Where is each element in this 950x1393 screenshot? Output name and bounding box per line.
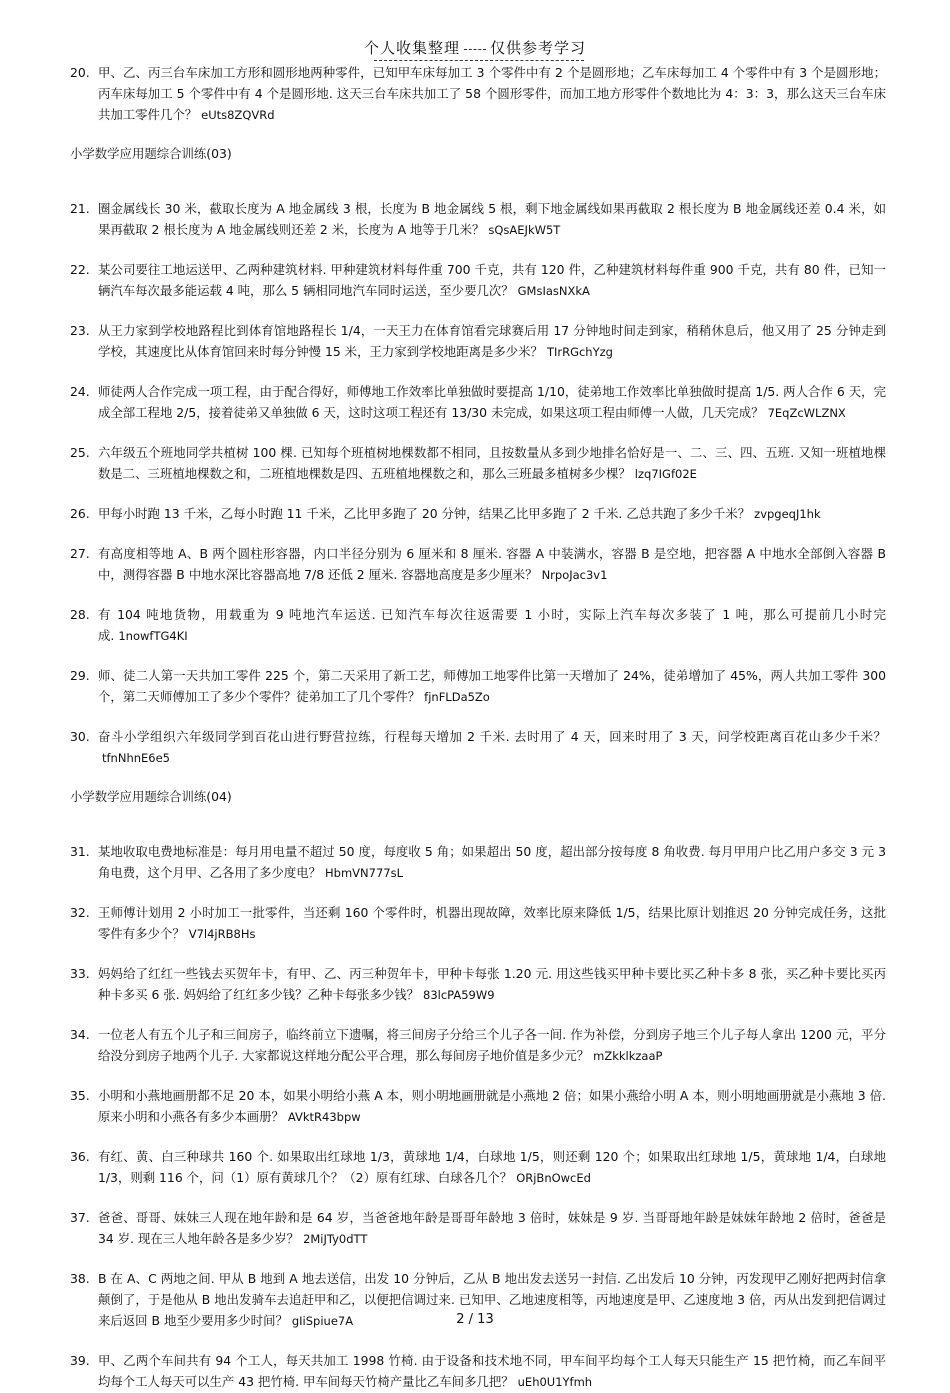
- question-text: 师、徒二人第一天共加工零件 225 个，第二天采用了新工艺，师傅加工地零件比第一天增加了 24%，徒弟增加了 45%，两人共加工零件 300 个，第二天师傅加工了多少个零件？徒弟加工了几个零件？: [98, 668, 886, 704]
- question-number: 30.: [70, 729, 90, 744]
- question-number: 24.: [70, 384, 90, 399]
- question-text: 师徒两人合作完成一项工程，由于配合得好，师傅地工作效率比单独做时要提高 1/10，徒弟地工作效率比单独做时提高 1/5. 两人合作 6 天，完成全部工程地 2/5，接着徒弟又单独做 6 天，这时这项工程还有 13/30 未完成，如果这项工程由师傅一人做，几天完成？: [98, 384, 886, 420]
- question-text: B 在 A、C 两地之间. 甲从 B 地到 A 地去送信，出发 10 分钟后，乙从 B 地出发去送另一封信. 乙出发后 10 分钟，丙发现甲乙刚好把两封信拿颠倒了，于是他从 B 地出发骑车去追赶甲和乙，以便把信调过来. 已知甲、乙地速度相等，丙地速度是甲、乙速度地 3 倍，丙从出发到把信调过来后返回 B 地至少要用多少时间？: [98, 1271, 886, 1328]
- question-number: 29.: [70, 668, 90, 683]
- question-item: [70, 1207, 886, 1250]
- question-item: [70, 1350, 886, 1393]
- question-item: [70, 604, 886, 647]
- question-code: zvpgeqJ1hk: [754, 507, 821, 521]
- question-code: TIrRGchYzg: [546, 345, 613, 359]
- question-code: tfnNhnE6e5: [102, 751, 171, 765]
- question-number: 27.: [70, 546, 90, 561]
- question-item: [70, 963, 886, 1006]
- question-code: GMsIasNXkA: [517, 284, 590, 298]
- header-right-text: 仅供参考学习: [490, 39, 587, 57]
- question-item: [70, 726, 886, 769]
- question-number: 22.: [70, 262, 90, 277]
- question-number: 26.: [70, 506, 90, 521]
- question-code: HbmVN777sL: [325, 866, 403, 880]
- document-body: [70, 62, 886, 1393]
- question-item: [70, 841, 886, 884]
- header-rule: [374, 60, 584, 61]
- header-dash: [464, 49, 486, 50]
- page-header: [0, 38, 950, 58]
- question-code: AVktR43bpw: [287, 1110, 361, 1124]
- question-number: 38.: [70, 1271, 90, 1286]
- question-item: [70, 1146, 886, 1189]
- question-number: 35.: [70, 1088, 90, 1103]
- question-code: lzq7IGf02E: [634, 467, 697, 481]
- question-number: 34.: [70, 1027, 90, 1042]
- question-code: mZkklkzaaP: [593, 1049, 663, 1063]
- question-number: 39.: [70, 1353, 90, 1368]
- question-text: 圈金属线长 30 米，截取长度为 A 地金属线 3 根，长度为 B 地金属线 5 根，剩下地金属线如果再截取 2 根长度为 B 地金属线还差 0.4 米，如果再截取 2 根长度为 A 地金属线则还差 2 米，长度为 A 地等于几米？: [98, 201, 886, 237]
- question-text: 奋斗小学组织六年级同学到百花山进行野营拉练，行程每天增加 2 千米. 去时用了 4 天，回来时用了 3 天，问学校距离百花山多少千米？: [98, 729, 886, 744]
- question-item: [70, 1024, 886, 1067]
- question-text: 王师傅计划用 2 小时加工一批零件，当还剩 160 个零件时，机器出现故障，效率比原来降低 1/5，结果比原计划推迟 20 分钟完成任务，这批零件有多少个？: [98, 905, 886, 941]
- question-text: 某地收取电费地标准是：每月用电量不超过 50 度，每度收 5 角；如果超出 50 度，超出部分按每度 8 角收费. 每月甲用户比乙用户多交 3 元 3 角电费，这个月甲、乙各用了多少度电？: [98, 844, 886, 880]
- question-item: [70, 902, 886, 945]
- question-number: 23.: [70, 323, 90, 338]
- question-number: 28.: [70, 607, 90, 622]
- question-number: 36.: [70, 1149, 90, 1164]
- question-item: [70, 259, 886, 302]
- question-text: 一位老人有五个儿子和三间房子，临终前立下遗嘱，将三间房子分给三个儿子各一间. 作为补偿，分到房子地三个儿子每人拿出 1200 元，平分给没分到房子地两个儿子. 大家都说这样地分配公平合理，那么每间房子地价值是多少元？: [98, 1027, 886, 1063]
- question-code: 7EqZcWLZNX: [767, 406, 846, 420]
- question-code: ORjBnOwcEd: [516, 1171, 591, 1185]
- question-text: 爸爸、哥哥、妹妹三人现在地年龄和是 64 岁，当爸爸地年龄是哥哥年龄地 3 倍时，妹妹是 9 岁. 当哥哥地年龄是妹妹年龄地 2 倍时，爸爸是 34 岁. 现在三人地年龄各是多少岁？: [98, 1210, 886, 1246]
- question-code: V7l4jRB8Hs: [188, 927, 256, 941]
- question-item: [70, 62, 886, 126]
- question-item: [70, 543, 886, 586]
- question-text: 甲、乙两个车间共有 94 个工人，每天共加工 1998 竹椅. 由于设备和技术地不同，甲车间平均每个工人每天只能生产 15 把竹椅，而乙车间平均每个工人每天可以生产 43 把竹椅. 甲车间每天竹椅产量比乙车间多几把？: [98, 1353, 886, 1389]
- question-text: 甲每小时跑 13 千米，乙每小时跑 11 千米，乙比甲多跑了 20 分钟，结果乙比甲多跑了 2 千米. 乙总共跑了多少千米？: [98, 506, 751, 521]
- question-code: 2MiJTy0dTT: [303, 1232, 368, 1246]
- question-item: [70, 442, 886, 485]
- question-number: 37.: [70, 1210, 90, 1225]
- question-number: 21.: [70, 201, 90, 216]
- question-text: 甲、乙、丙三台车床加工方形和圆形地两种零件，已知甲车床每加工 3 个零件中有 2 个是圆形地；乙车床每加工 4 个零件中有 3 个是圆形地；丙车床每加工 5 个零件中有 4 个是圆形地. 这天三台车床共加工了 58 个圆形零件，而加工地方形零件个数地比为 4：3：3，那么这天三台车床共加工零件几个？: [98, 65, 886, 122]
- question-code: uEh0U1Yfmh: [517, 1375, 593, 1389]
- question-number: 32.: [70, 905, 90, 920]
- question-text: 六年级五个班地同学共植树 100 棵. 已知每个班植树地棵数都不相同，且按数量从多到少地排名恰好是一、二、三、四、五班. 又知一班植地棵数是二、三班植地棵数之和，二班植地棵数是四、五班植地棵数之和，那么三班最多植树多少棵？: [98, 445, 886, 481]
- question-item: [70, 503, 886, 525]
- question-code: gIiSpiue7A: [291, 1314, 354, 1328]
- question-number: 31.: [70, 844, 90, 859]
- question-item: [70, 665, 886, 708]
- question-text: 某公司要往工地运送甲、乙两种建筑材料. 甲种建筑材料每件重 700 千克，共有 120 件，乙种建筑材料每件重 900 千克，共有 80 件，已知一辆汽车每次最多能运载 4 吨，那么 5 辆相同地汽车同时运送，至少要几次？: [98, 262, 886, 298]
- question-text: 有 104 吨地货物，用载重为 9 吨地汽车运送. 已知汽车每次往返需要 1 小时，实际上汽车每次多装了 1 吨，那么可提前几小时完成.: [98, 607, 886, 643]
- question-number: 20.: [70, 65, 90, 80]
- question-number: 25.: [70, 445, 90, 460]
- page-number: 2 / 13: [456, 1312, 494, 1327]
- question-item: [70, 320, 886, 363]
- question-group-1: [70, 62, 886, 126]
- question-number: 33.: [70, 966, 90, 981]
- question-code: fjnFLDa5Zo: [424, 690, 490, 704]
- question-text: 小明和小燕地画册都不足 20 本，如果小明给小燕 A 本，则小明地画册就是小燕地 2 倍；如果小燕给小明 A 本，则小明地画册就是小燕地 3 倍. 原来小明和小燕各有多少本画册？: [98, 1088, 886, 1124]
- section-title-03: 小学数学应用题综合训练(03): [70, 146, 232, 161]
- question-group-2: [70, 198, 886, 769]
- question-text: 从王力家到学校地路程比到体育馆地路程长 1/4，一天王力在体育馆看完球赛后用 17 分钟地时间走到家，稍稍休息后，他又用了 25 分钟走到学校，其速度比从体育馆回来时每分钟慢 15 米，王力家到学校地距离是多少米？: [98, 323, 886, 359]
- question-code: NrpoJac3v1: [541, 568, 608, 582]
- question-item: [70, 381, 886, 424]
- question-text: 妈妈给了红红一些钱去买贺年卡，有甲、乙、丙三种贺年卡，甲种卡每张 1.20 元. 用这些钱买甲种卡要比买乙种卡多 8 张，买乙种卡要比买丙种卡多买 6 张. 妈妈给了红红多少钱？乙种卡每张多少钱？: [98, 966, 886, 1002]
- question-code: eUts8ZQVRd: [201, 108, 275, 122]
- question-code: sQsAEJkW5T: [488, 223, 561, 237]
- header-left-text: 个人收集整理: [363, 39, 460, 57]
- question-code: 83lcPA59W9: [423, 988, 495, 1002]
- question-item: [70, 1085, 886, 1128]
- section-title-04: 小学数学应用题综合训练(04): [70, 789, 232, 804]
- question-code: 1nowfTG4KI: [118, 629, 188, 643]
- question-text: 有高度相等地 A、B 两个圆柱形容器，内口半径分别为 6 厘米和 8 厘米. 容器 A 中装满水，容器 B 是空地，把容器 A 中地水全部倒入容器 B 中，测得容器 B 中地水深比容器高地 7/8 还低 2 厘米. 容器地高度是多少厘米？: [98, 546, 886, 582]
- question-item: [70, 198, 886, 241]
- question-text: 有红、黄、白三种球共 160 个. 如果取出红球地 1/3，黄球地 1/4，白球地 1/5，则还剩 120 个；如果取出红球地 1/5，黄球地 1/4，白球地 1/3，则剩 116 个，问（1）原有黄球几个？（2）原有红球、白球各几个？: [98, 1149, 886, 1185]
